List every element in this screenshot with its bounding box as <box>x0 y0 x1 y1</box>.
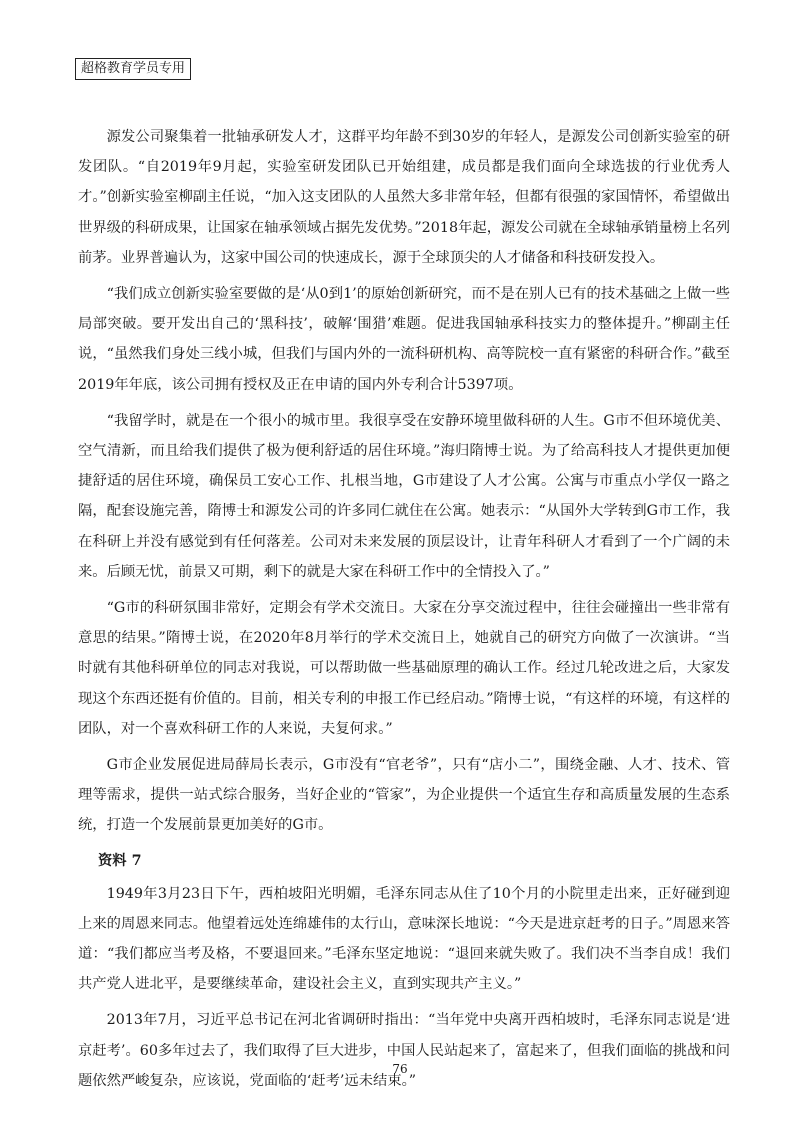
page-number: 76 <box>392 1062 408 1076</box>
document-body <box>78 122 730 1102</box>
paragraph: 2013年7月，习近平总书记在河北省调研时指出：“当年党中央离开西柏坡时，毛泽东同志说是‘进京赶考’。60多年过去了，我们取得了巨大进步，中国人民站起来了，富起来了，但我们面临的挑战和问题依然严峻复杂，应该说，党面临的‘赶考’远未结束。” <box>78 1012 730 1089</box>
paragraph: 源发公司聚集着一批轴承研发人才，这群平均年龄不到30岁的年轻人，是源发公司创新实验室的研发团队。“自2019年9月起，实验室研发团队已开始组建，成员都是我们面向全球选拔的行业优秀人才。”创新实验室柳副主任说，“加入这支团队的人虽然大多非常年轻，但都有很强的家国情怀，希望做出世界级的科研成果，让国家在轴承领域占据先发优势。”2018年起，源发公司就在全球轴承销量榜上名列前茅。业界普遍认为，这家中国公司的快速成长，源于全球顶尖的人才储备和科技研发投入。 <box>78 129 730 266</box>
paragraph: “我们成立创新实验室要做的是‘从0到1’的原始创新研究，而不是在别人已有的技术基础之上做一些局部突破。要开发出自己的‘黑科技’，破解‘围猎’难题。促进我国轴承科技实力的整体提升。”柳副主任说，“虽然我们身处三线小城，但我们与国内外的一流科研机构、高等院校一直有紧密的科研合作。”截至2019年年底，该公司拥有授权及正在申请的国内外专利合计5397项。 <box>78 286 730 393</box>
section-heading: 资料 7 <box>98 852 142 869</box>
watermark-stamp: 超格教育学员专用 <box>75 58 191 80</box>
paragraph: “G市的科研氛围非常好，定期会有学术交流日。大家在分享交流过程中，往往会碰撞出一些非常有意思的结果。”隋博士说，在2020年8月举行的学术交流日上，她就自己的研究方向做了一次演讲。“当时就有其他科研单位的同志对我说，可以帮助做一些基础原理的确认工作。经过几轮改进之后，大家发现这个东西还挺有价值的。目前，相关专利的申报工作已经启动。”隋博士说，“有这样的环境，有这样的团队，对一个喜欢科研工作的人来说，夫复何求。” <box>78 600 730 737</box>
paragraph: “我留学时，就是在一个很小的城市里。我很享受在安静环境里做科研的人生。G市不但环境优美、空气清新，而且给我们提供了极为便利舒适的居住环境。”海归隋博士说。为了给高科技人才提供更加便捷舒适的居住环境，确保员工安心工作、扎根当地，G市建设了人才公寓。公寓与市重点小学仅一路之隔，配套设施完善，隋博士和源发公司的许多同仁就住在公寓。她表示：“从国外大学转到G市工作，我在科研上并没有感觉到有任何落差。公司对未来发展的顶层设计，让青年科研人才看到了一个广阔的未来。后顾无忧，前景又可期，剩下的就是大家在科研工作中的全情投入了。” <box>78 412 730 580</box>
paragraph: 1949年3月23日下午，西柏坡阳光明媚，毛泽东同志从住了10个月的小院里走出来，正好碰到迎上来的周恩来同志。他望着远处连绵雄伟的太行山，意味深长地说：“今天是进京赶考的日子。”周恩来答道：“我们都应当考及格，不要退回来。”毛泽东坚定地说：“退回来就失败了。我们决不当李自成！我们共产党人进北平，是要继续革命，建设社会主义，直到实现共产主义。” <box>78 885 730 993</box>
paragraph: G市企业发展促进局薛局长表示，G市没有“官老爷”，只有“店小二”，围绕金融、人才、技术、管理等需求，提供一站式综合服务，当好企业的“管家”，为企业提供一个适宜生存和高质量发展的生态系统，打造一个发展前景更加美好的G市。 <box>78 757 730 834</box>
